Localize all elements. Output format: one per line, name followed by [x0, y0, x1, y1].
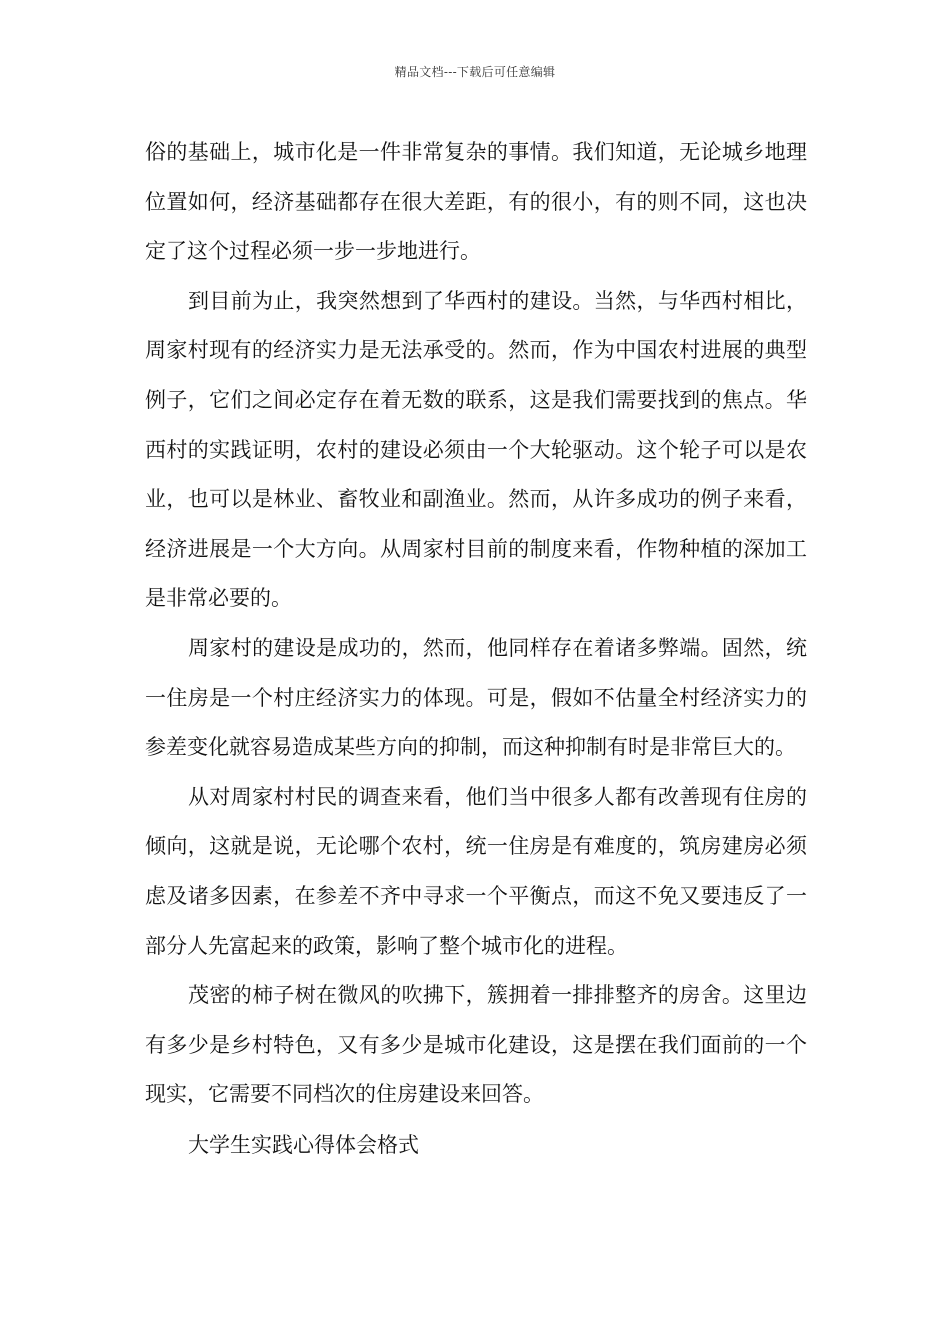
paragraph: 到目前为止，我突然想到了华西村的建设。当然，与华西村相比，周家村现有的经济实力是无法承受的。然而，作为中国农村进展的典型例子，它们之间必定存在着无数的联系，这是我们需要找到的焦点。华西村的实践证明，农村的建设必须由一个大轮驱动。这个轮子可以是农业，也可以是林业、畜牧业和副渔业。然而，从许多成功的例子来看，经济进展是一个大方向。从周家村目前的制度来看，作物种植的深加工是非常必要的。 — [145, 288, 807, 611]
paragraph-continued: 俗的基础上，城市化是一件非常复杂的事情。我们知道，无论城乡地理位置如何，经济基础都存在很大差距，有的很小，有的则不同，这也决定了这个过程必须一步一步地进行。 — [145, 140, 807, 264]
paragraph: 从对周家村村民的调查来看，他们当中很多人都有改善现有住房的倾向，这就是说，无论哪个农村，统一住房是有难度的，筑房建房必须虑及诸多因素，在参差不齐中寻求一个平衡点，而这不免又要违反了一部分人先富起来的政策，影响了整个城市化的进程。 — [145, 784, 807, 958]
paragraph: 周家村的建设是成功的，然而，他同样存在着诸多弊端。固然，统一住房是一个村庄经济实力的体现。可是，假如不估量全村经济实力的参差变化就容易造成某些方向的抑制，而这种抑制有时是非常巨大的。 — [145, 635, 807, 760]
document-body — [145, 128, 807, 1170]
page-header: 精品文档---下载后可任意编辑 — [394, 65, 556, 79]
section-heading: 大学生实践心得体会格式 — [188, 1132, 419, 1157]
paragraph: 茂密的柿子树在微风的吹拂下，簇拥着一排排整齐的房舍。这里边有多少是乡村特色，又有多少是城市化建设，这是摆在我们面前的一个现实，它需要不同档次的住房建设来回答。 — [145, 983, 807, 1107]
